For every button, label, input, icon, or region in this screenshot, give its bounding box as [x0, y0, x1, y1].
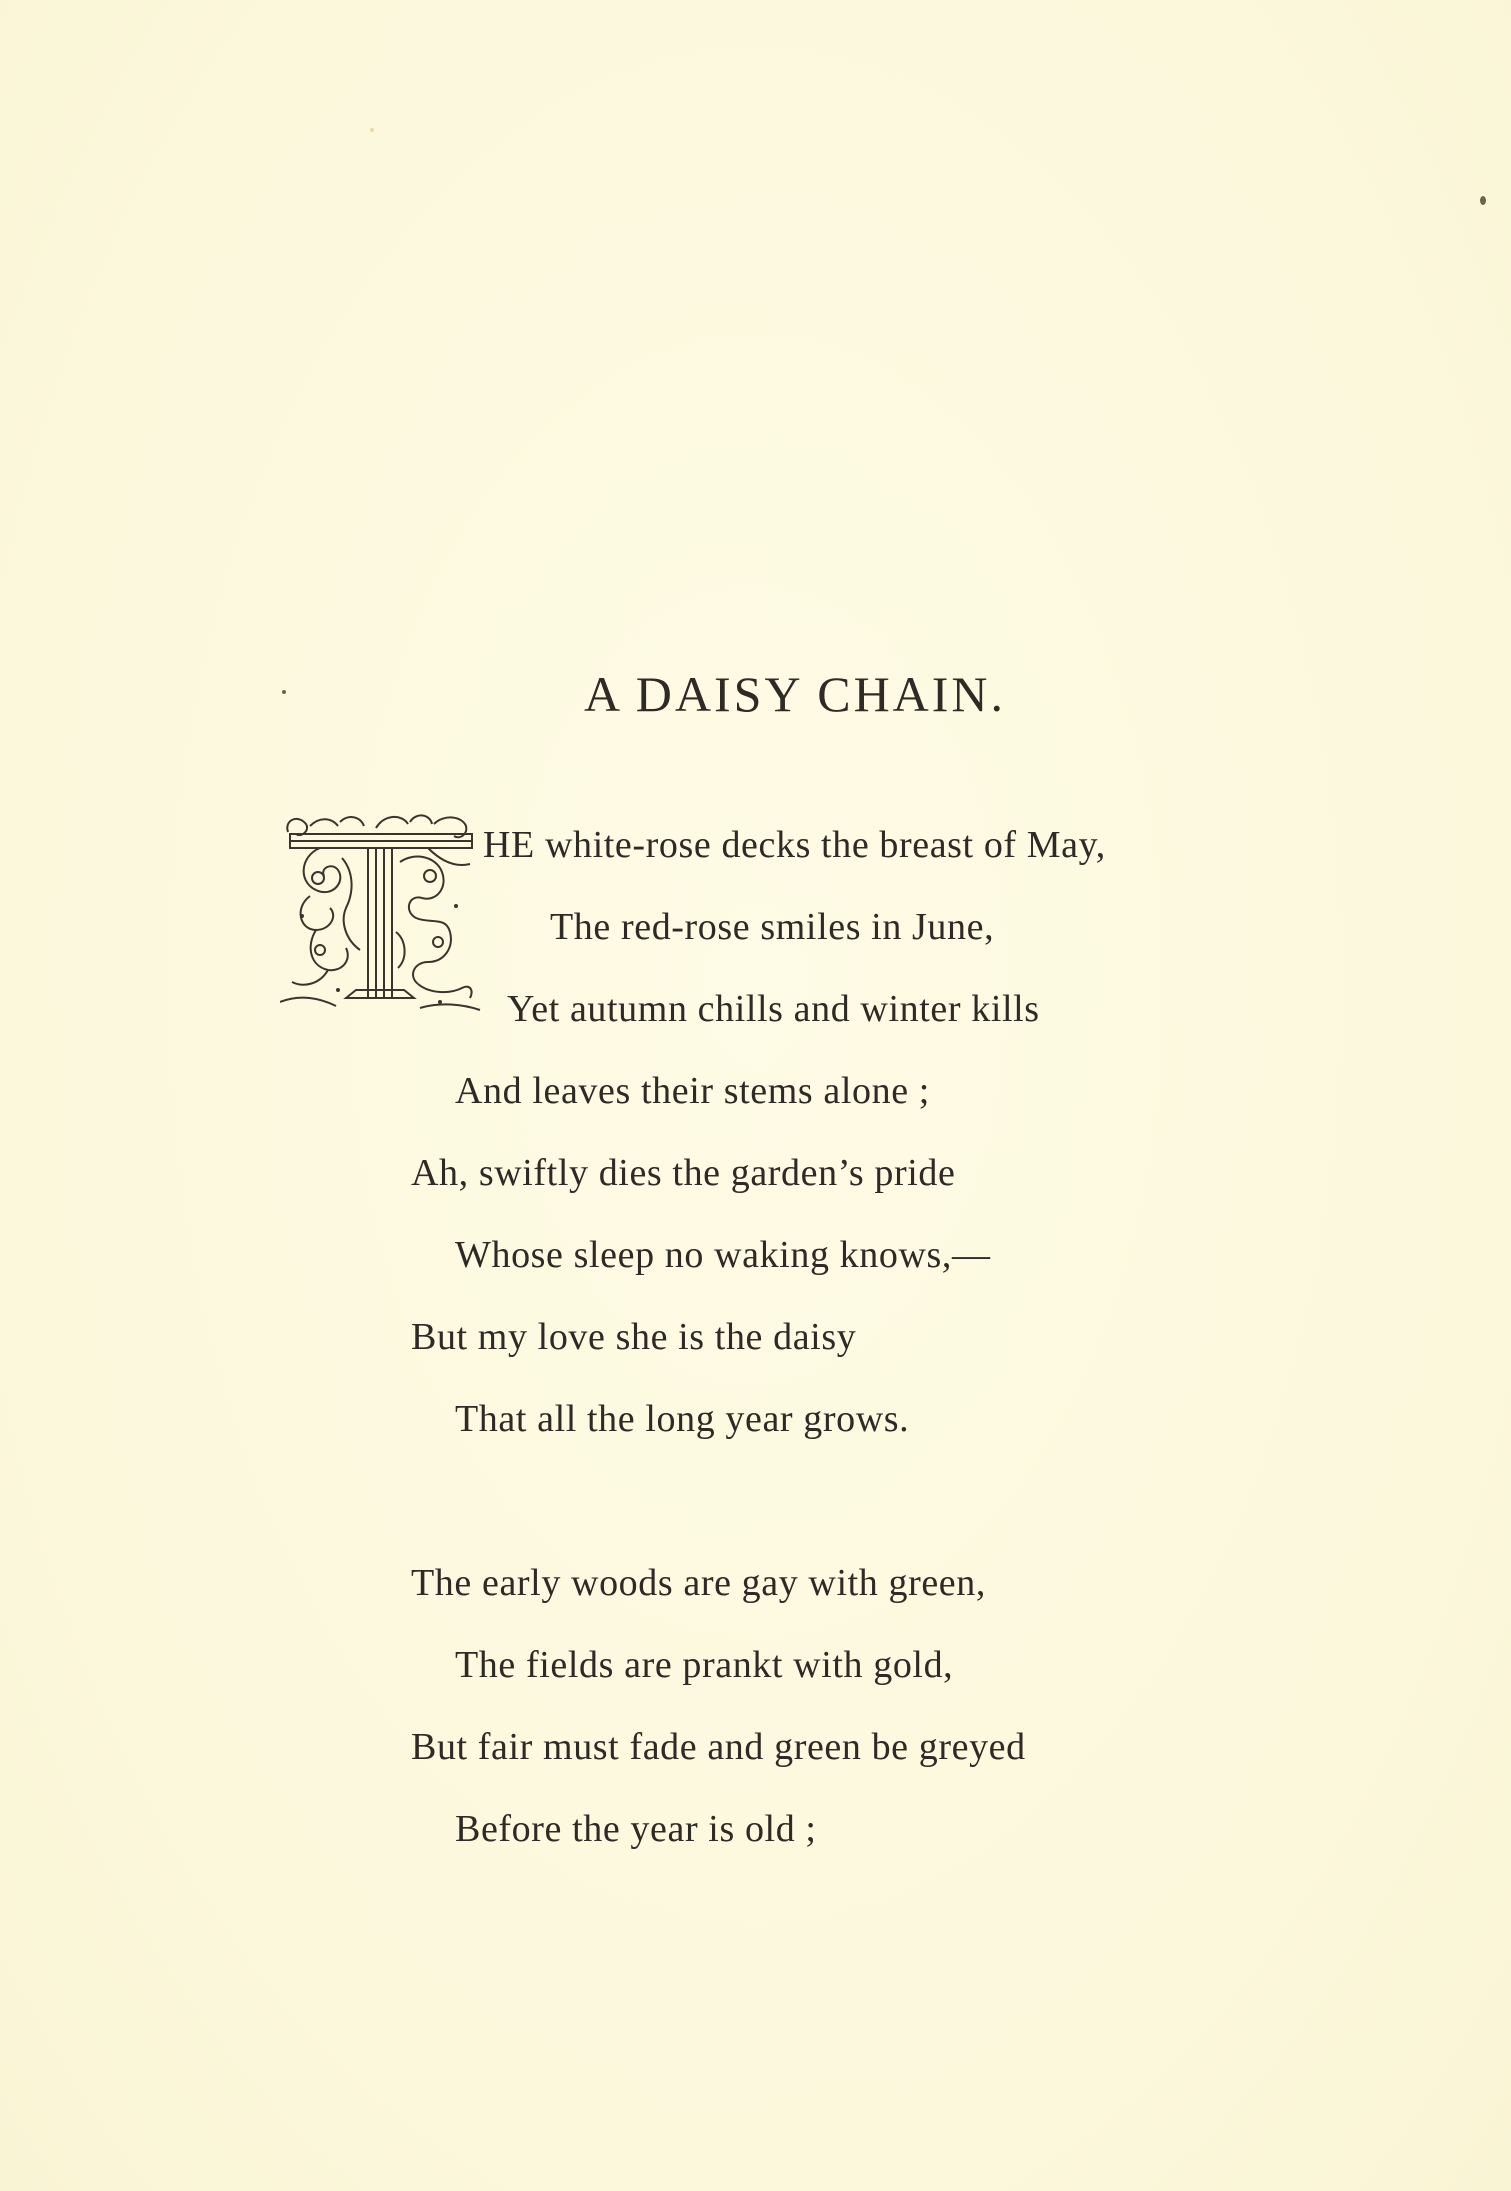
poem-line: And leaves their stems alone ; — [455, 1070, 930, 1112]
poem-line: The early woods are gay with green, — [411, 1562, 986, 1604]
poem-line: But fair must fade and green be greyed — [411, 1726, 1026, 1768]
poem-title: A DAISY CHAIN. — [583, 666, 1007, 722]
poem-line: That all the long year grows. — [455, 1398, 910, 1440]
poem-line: HE white-rose decks the breast of May, — [483, 824, 1106, 866]
poem-line: Yet autumn chills and winter kills — [507, 988, 1040, 1030]
print-speck — [1480, 196, 1486, 205]
poem-line: The red-rose smiles in June, — [550, 906, 995, 948]
poem-line: Whose sleep no waking knows,— — [455, 1234, 991, 1276]
poem-line: But my love she is the daisy — [411, 1316, 857, 1358]
print-speck — [370, 128, 374, 132]
poem-line: The fields are prankt with gold, — [455, 1644, 954, 1686]
decorative-initial-t-icon — [280, 812, 482, 1018]
poem-line: Before the year is old ; — [455, 1808, 817, 1850]
poem-line: Ah, swiftly dies the garden’s pride — [411, 1152, 956, 1194]
